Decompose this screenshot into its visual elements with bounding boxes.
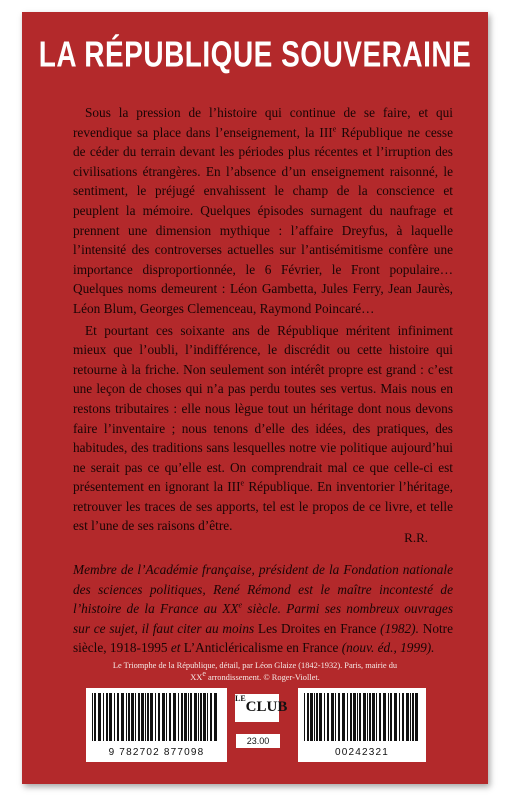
barcode-bar: [147, 693, 149, 741]
barcode-bar: [324, 693, 325, 741]
stock-barcode: [298, 688, 426, 762]
cover-title: LA RÉPUBLIQUE SOUVERAINE: [38, 34, 472, 75]
stock-code: 00242321: [334, 747, 390, 758]
barcode-bar: [390, 693, 392, 741]
barcode-bar: [92, 693, 93, 741]
barcode-bar: [383, 693, 386, 741]
barcode-bar: [198, 693, 199, 741]
barcode-bar: [131, 693, 134, 741]
barcode-bar: [314, 693, 315, 741]
barcode-bar: [184, 693, 187, 741]
barcode-bar: [372, 693, 375, 741]
barcode-bar: [335, 693, 336, 741]
barcode-bar: [145, 693, 146, 741]
barcode-bar: [173, 693, 176, 741]
barcode-bar: [359, 693, 361, 741]
barcode-bar: [338, 693, 340, 741]
barcode-bar: [150, 693, 153, 741]
barcode-bar: [402, 693, 404, 741]
barcode-bar: [169, 693, 171, 741]
book-back-cover: [22, 12, 488, 784]
barcode-bar: [106, 693, 108, 741]
stock-barcode-bars: [304, 693, 420, 741]
barcode-bar: [126, 693, 127, 741]
barcode-bar: [138, 693, 140, 741]
barcode-bar: [210, 693, 212, 741]
barcode-bar: [357, 693, 358, 741]
barcode-bar: [121, 693, 124, 741]
barcode-bar: [203, 693, 206, 741]
isbn-number: 9 782702 877098: [108, 747, 205, 758]
barcode-bar: [155, 693, 156, 741]
barcode-bar: [109, 693, 112, 741]
barcode-bar: [181, 693, 183, 741]
barcode-bar: [415, 693, 418, 741]
author-signature: R.R.: [404, 530, 428, 545]
barcode-bar: [114, 693, 115, 741]
barcode-bar: [342, 693, 345, 741]
barcode-bar: [394, 693, 397, 741]
barcode-bar: [363, 693, 366, 741]
barcode-bar: [367, 693, 368, 741]
barcode-bar: [103, 693, 104, 741]
blurb-text: [73, 103, 453, 536]
barcode-bar: [331, 693, 334, 741]
blurb-paragraph-1: Sous la pression de l’histoire qui continue de se faire, et qui revendique sa place dans l’enseignement, la IIIe République ne cesse de céder du terrain devant les périodes plus récentes et l’irruption des civilisations étrangères. En l’absence d’un enseignement raisonné, le sentiment, le préjugé envahissent le champ de la conscience et peuplent la mémoire. Quelques épisodes surnagent du naufrage et prennent une dimension mythique : l’affaire Dreyfus, à laquelle l’intensité des controverses actuelles sur l’antisémitisme confère une importance disproportionnée, le 6 Février, le Front populaire… Quelques noms demeurent : Léon Gambetta, Jules Ferry, Jean Jaurès, Léon Blum, Georges Clemenceau, Raymond Poincaré…: [73, 105, 453, 316]
barcode-bar: [141, 693, 144, 741]
barcode-bar: [178, 693, 179, 741]
isbn-barcode: [86, 688, 227, 762]
barcode-bar: [194, 693, 197, 741]
barcode-bar: [388, 693, 389, 741]
barcode-bar: [399, 693, 400, 741]
barcode-bar: [353, 693, 356, 741]
barcode-bar: [376, 693, 377, 741]
barcode-bar: [207, 693, 208, 741]
barcode-bar: [347, 693, 348, 741]
barcode-bar: [200, 693, 202, 741]
barcode-bar: [128, 693, 130, 741]
author-bio: Membre de l’Académie française, président de la Fondation nationale des sciences politiques, René Rémond est le maître incontesté de l’histoire de la France au XXe siècle. Parmi ses nombreux ouvrages sur ce sujet, il faut citer au moins Les Droites en France (1982). Notre siècle, 1918-1995 et L’Anticléricalisme en France (nouv. éd., 1999).: [73, 562, 454, 656]
barcode-bar: [94, 693, 96, 741]
barcode-bar: [310, 693, 313, 741]
price-label: 23.00: [236, 734, 280, 748]
barcode-bar: [188, 693, 189, 741]
barcode-bar: [158, 693, 160, 741]
barcode-bar: [316, 693, 318, 741]
barcode-bar: [369, 693, 371, 741]
barcode-bar: [214, 693, 217, 741]
barcode-bar: [190, 693, 192, 741]
barcode-bar: [307, 693, 309, 741]
le-club-logo: $^{LE}$CLUB: [235, 694, 279, 722]
barcode-bar: [412, 693, 414, 741]
barcode-bar: [166, 693, 167, 741]
barcode-bar: [406, 693, 409, 741]
blurb-paragraph-2: Et pourtant ces soixante ans de République méritent infiniment mieux que l’oubli, l’indifférence, le discrédit ou cette histoire qui retourne à la friche. Non seulement son intérêt propre est grand : c’est une leçon de choses qui n’a pas perdu toutes ses vertus. Mais nous en restons tributaires : elle nous lègue tout un héritage dont nous devons faire l’inventaire ; nous tenons d’elle des idées, des pratiques, des habitudes, des traditions sans lesquelles notre vie politique aujourd’hui ne serait pas ce qu’elle est. On comprendrait mal ce que celle-ci est présentement en ignorant la IIIe République. En inventorier l’héritage, retrouver les traces de ses apports, tel est le propos de ce livre, et telle est l’une de ses raisons d’être.: [73, 322, 453, 534]
barcode-bar: [350, 693, 352, 741]
isbn-barcode-bars: [92, 693, 221, 741]
barcode-bar: [319, 693, 322, 741]
barcode-bar: [304, 693, 305, 741]
barcode-bar: [379, 693, 381, 741]
barcode-bar: [327, 693, 329, 741]
barcode-bar: [410, 693, 411, 741]
barcode-bar: [117, 693, 119, 741]
image-credit: Le Triomphe de la République, détail, par Léon Glaize (1842-1932). Paris, mairie du XXe arrondissement. © Roger-Viollet.: [112, 661, 398, 682]
barcode-bar: [98, 693, 101, 741]
barcode-bar: [162, 693, 165, 741]
barcode-bar: [135, 693, 136, 741]
